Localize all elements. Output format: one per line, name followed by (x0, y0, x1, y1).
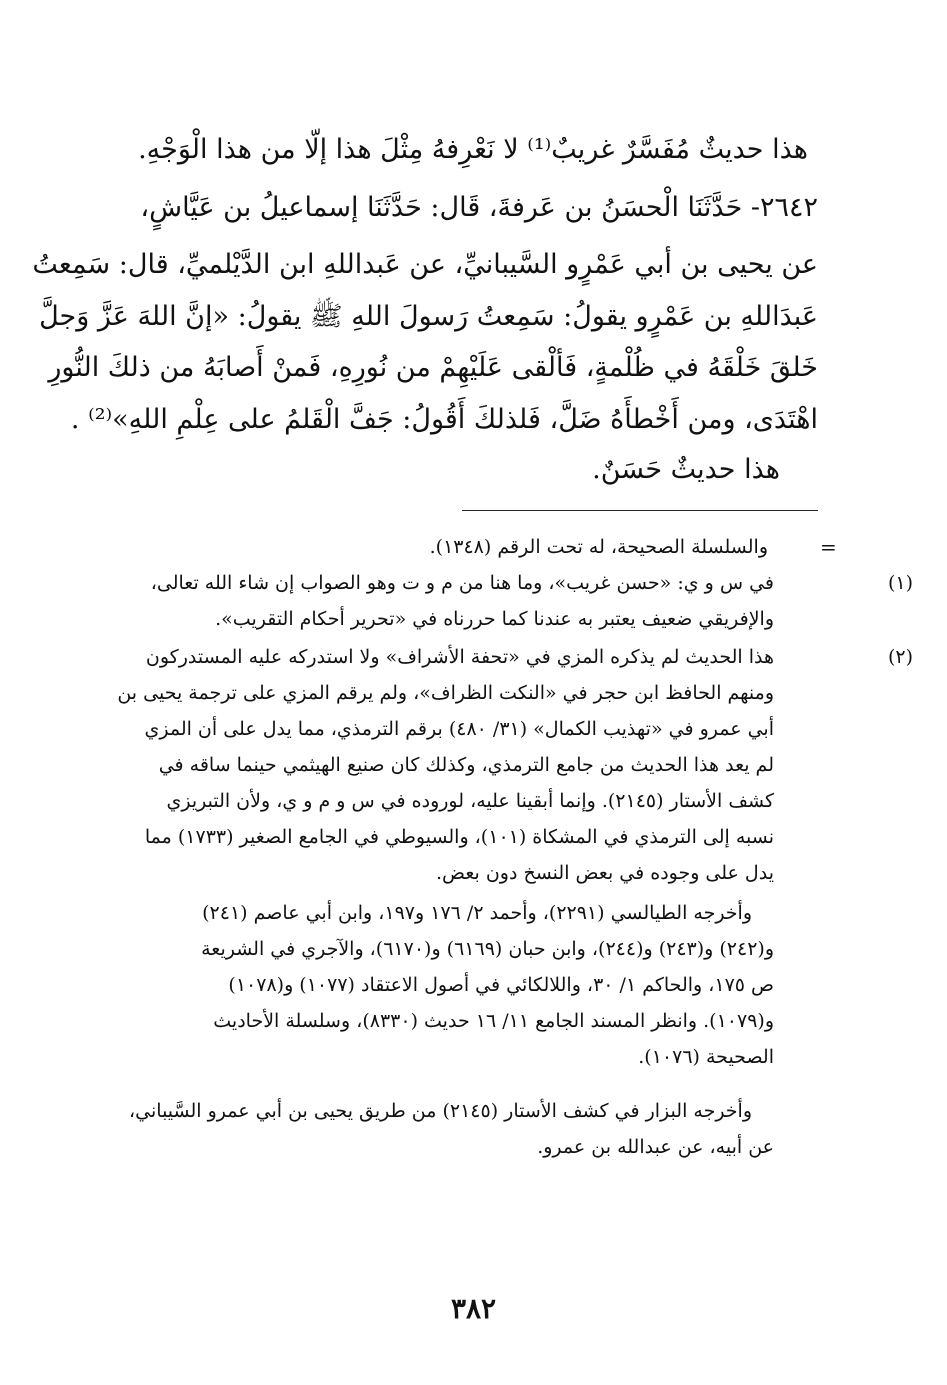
continuation-marker: = (820, 535, 837, 559)
main-line: ٢٦٤٢- حَدَّثَنَا الْحسَنُ بن عَرفةَ، قَال: حَدَّثَنَا إسماعيلُ بن عَيَّاشٍ، (140, 192, 818, 223)
main-line: اهْتَدَى، ومن أَخْطأَهُ ضَلَّ، فَلذلكَ أَقُولُ: جَفَّ الْقَلمُ على عِلْمِ اللهِ»⁽²⁾ . (70, 404, 818, 435)
footnote-line: والإفريقي ضعيف يعتبر به عندنا كما حررناه في «تحرير أحكام التقريب». (215, 608, 774, 630)
footnote-marker: (٢) (888, 646, 914, 668)
paragraph-line: الصحيحة (١٠٧٦). (638, 1046, 774, 1068)
footnote-line: يدل على وجوده في بعض النسخ دون بعض. (436, 862, 774, 884)
footnote-marker: (١) (888, 572, 914, 594)
paragraph-line: عن أبيه، عن عبدالله بن عمرو. (537, 1136, 774, 1158)
verdict-line: هذا حديثٌ حَسَنٌ. (592, 454, 780, 485)
paragraph-line: ص ١٧٥، والحاكم ١/ ٣٠، واللالكائي في أصول الاعتقاد (١٠٧٧) و(١٠٧٨) (228, 974, 774, 996)
main-line: خَلقَ خَلْقَهُ في ظُلْمةٍ، فَألْقى عَلَيْهِمْ من نُورِهِ، فَمنْ أَصابَهُ من ذلكَ النُّورِ (48, 352, 818, 383)
main-line: هذا حديثٌ مُفَسَّرٌ غريبٌ⁽¹⁾ لا نَعْرِفهُ مِثْلَ هذا إلّا من هذا الْوَجْهِ. (138, 134, 808, 165)
footnote-line: نسبه إلى الترمذي في المشكاة (١٠١)، والسيوطي في الجامع الصغير (١٧٣٣) مما (144, 826, 774, 848)
footnote-line: في س و ي: «حسن غريب»، وما هنا من م و ت وهو الصواب إن شاء الله تعالى، (150, 572, 774, 594)
footnote-separator (462, 510, 818, 511)
page-number: ٣٨٢ (450, 1292, 497, 1325)
main-line: عن يحيى بن أبي عَمْرٍو السَّيبانيِّ، عن عَبداللهِ ابن الدَّيْلميِّ، قال: سَمِعتُ (32, 249, 818, 280)
footnote-continuation: والسلسلة الصحيحة، له تحت الرقم (١٣٤٨). (429, 536, 768, 558)
footnote-line: ومنهم الحافظ ابن حجر في «النكت الظراف»، ولم يرقم المزي على ترجمة يحيى بن (117, 682, 774, 704)
paragraph-line: و(٢٤٢) و(٢٤٣) و(٢٤٤)، وابن حبان (٦١٦٩) و(٦١٧٠)، والآجري في الشريعة (201, 938, 774, 960)
main-line: عَبدَاللهِ بن عَمْرٍو يقولُ: سَمِعتُ رَسولَ اللهِ ﷺ يقولُ: «إنَّ اللهَ عَزَّ وَجلَّ (39, 301, 818, 332)
paragraph-line: و(١٠٧٩). وانظر المسند الجامع ١١/ ١٦ حديث (٨٣٣٠)، وسلسلة الأحاديث (213, 1010, 774, 1032)
footnote-line: لم يعد هذا الحديث من جامع الترمذي، وكذلك كان صنيع الهيثمي حينما ساقه في (158, 754, 774, 776)
footnote-line: كشف الأستار (٢١٤٥). وإنما أبقينا عليه، لوروده في س و م و ي، ولأن التبريزي (166, 790, 774, 812)
paragraph-line: وأخرجه الطيالسي (٢٢٩١)، وأحمد ٢/ ١٧٦ و١٩٧، وابن أبي عاصم (٢٤١) (202, 902, 752, 924)
footnote-line: أبي عمرو في «تهذيب الكمال» (٣١/ ٤٨٠) برقم الترمذي، مما يدل على أن المزي (144, 718, 774, 740)
paragraph-line: وأخرجه البزار في كشف الأستار (٢١٤٥) من طريق يحيى بن أبي عمرو السَّيباني، (129, 1100, 752, 1122)
footnote-line: هذا الحديث لم يذكره المزي في «تحفة الأشراف» ولا استدركه عليه المستدركون (145, 646, 774, 668)
